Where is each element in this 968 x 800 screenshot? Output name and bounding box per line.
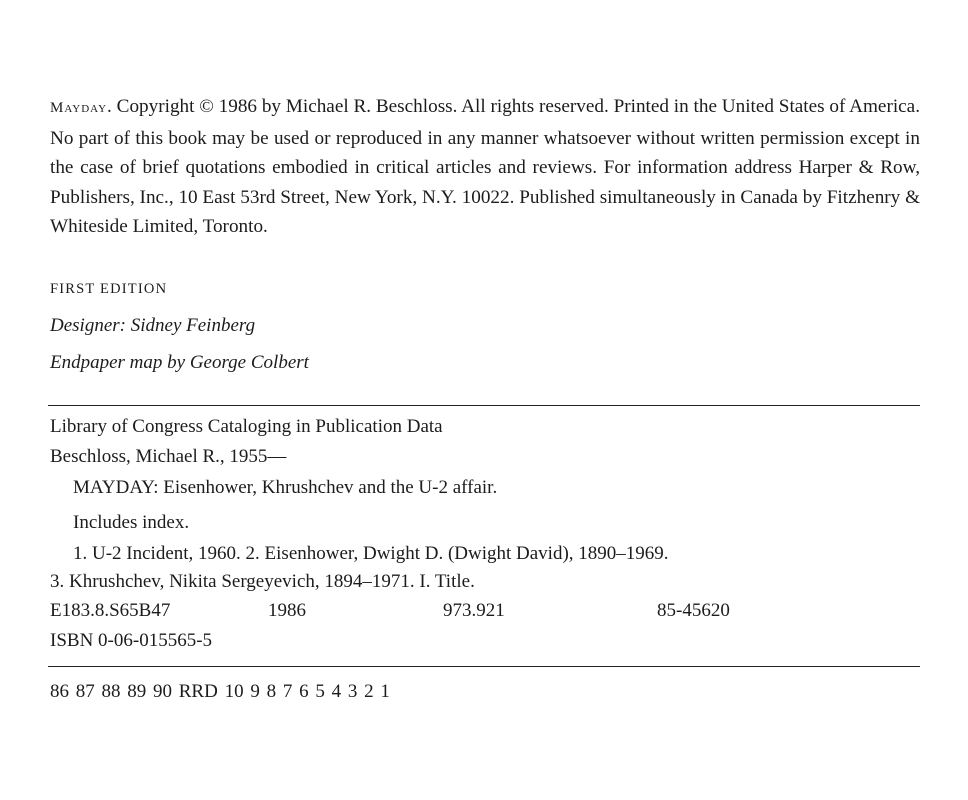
edition-label: FIRST EDITION	[50, 281, 168, 297]
cip-includes: Includes index.	[73, 512, 190, 533]
dewey-number: 973.921	[443, 600, 505, 621]
printing-line: 86 87 88 89 90 RRD 10 9 8 7 6 5 4 3 2 1	[50, 681, 390, 702]
copyright-notice	[50, 92, 920, 242]
top-divider	[48, 405, 920, 406]
book-title-smallcaps: Mayday	[50, 100, 108, 116]
cip-heading: Library of Congress Cataloging in Publication Data	[50, 416, 443, 437]
call-number: E183.8.S65B47	[50, 600, 171, 621]
designer-credit: Designer: Sidney Feinberg	[50, 315, 256, 336]
classification-year: 1986	[268, 600, 306, 621]
cip-subjects-line-1: 1. U-2 Incident, 1960. 2. Eisenhower, Dwight D. (Dwight David), 1890–1969.	[73, 543, 669, 564]
cip-title: MAYDAY: Eisenhower, Khrushchev and the U-2 affair.	[73, 477, 498, 498]
bottom-divider	[48, 666, 920, 667]
endpaper-credit: Endpaper map by George Colbert	[50, 352, 309, 373]
cip-subjects-line-2: 3. Khrushchev, Nikita Sergeyevich, 1894–1971. I. Title.	[50, 571, 475, 592]
lccn: 85-45620	[657, 600, 730, 621]
copyright-text: . Copyright © 1986 by Michael R. Beschloss. All rights reserved. Printed in the United States of America. No part of this book may be used or reproduced in any manner whatsoever without written permission except in the case of brief quotations embodied in critical articles and reviews. For information address Harper & Row, Publishers, Inc., 10 East 53rd Street, New York, N.Y. 10022. Published simultaneously in Canada by Fitzhenry & Whiteside Limited, Toronto.	[50, 96, 920, 237]
isbn: ISBN 0-06-015565-5	[50, 630, 213, 651]
cip-author: Beschloss, Michael R., 1955—	[50, 446, 287, 467]
